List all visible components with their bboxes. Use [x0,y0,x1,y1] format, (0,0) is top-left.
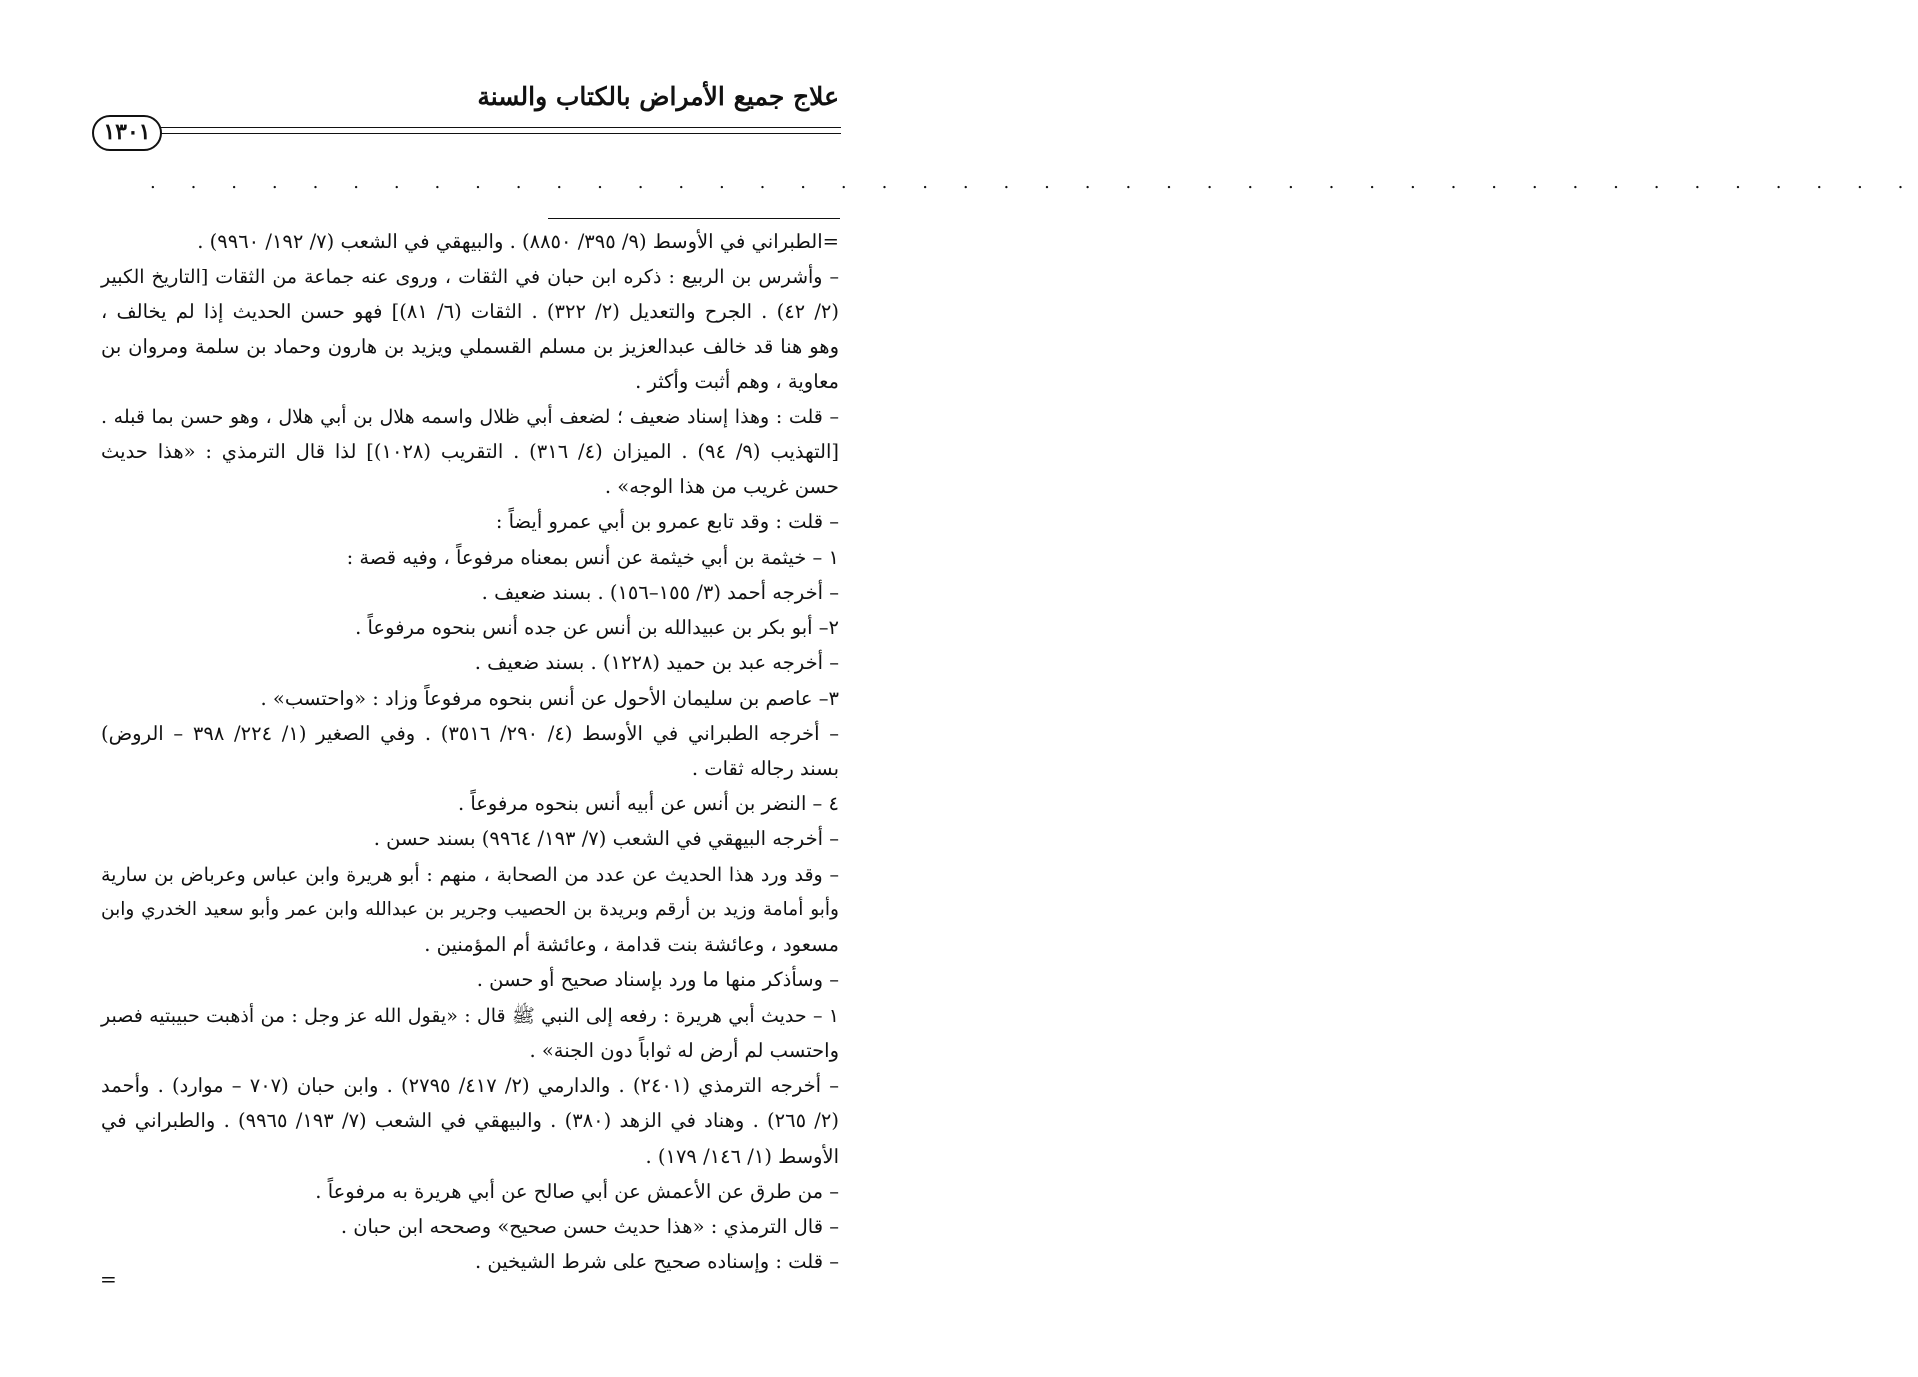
text-line: [التهذيب (٩/ ٩٤) . الميزان (٤/ ٣١٦) . التقريب (١٠٢٨)] لذا قال الترمذي : «هذا حديث [101,440,839,463]
text-line: مسعود ، وعائشة بنت قدامة ، وعائشة أم المؤمنين . [424,933,839,956]
text-line: واحتسب لم أرض له ثواباً دون الجنة» . [529,1039,839,1062]
text-line: – قال الترمذي : «هذا حديث حسن صحيح» وصححه ابن حبان . [340,1215,839,1238]
text-line: – وقد ورد هذا الحديث عن عدد من الصحابة ، منهم : أبو هريرة وابن عباس وعرباض بن سارية [101,864,839,886]
running-header-title: علاج جميع الأمراض بالكتاب والسنة [477,82,839,111]
text-line: – قلت : وهذا إسناد ضعيف ؛ لضعف أبي ظلال واسمه هلال بن أبي هلال ، وهو حسن بما قبله . [101,406,839,428]
text-line: – قلت : وقد تابع عمرو بن أبي عمرو أيضاً : [495,510,839,533]
text-line: – وأشرس بن الربيع : ذكره ابن حبان في الثقات ، وروى عنه جماعة من الثقات [التاريخ الكبير [101,266,839,288]
text-line: – من طرق عن الأعمش عن أبي صالح عن أبي هريرة به مرفوعاً . [315,1180,839,1203]
text-line: – أخرجه الطبراني في الأوسط (٤/ ٢٩٠/ ٣٥١٦) . وفي الصغير (١/ ٢٢٤/ ٣٩٨ – الروض) [101,722,839,745]
text-line: (٢/ ٤٢) . الجرح والتعديل (٢/ ٣٢٢) . الثقات (٦/ ٨١)] فهو حسن الحديث إذا لم يخالف ، [101,300,840,323]
text-line: ٢– أبو بكر بن عبيدالله بن أنس عن جده أنس بنحوه مرفوعاً . [355,616,839,639]
text-line: – أخرجه أحمد (٣/ ١٥٥–١٥٦) . بسند ضعيف . [481,581,839,604]
text-line: الأوسط (١/ ١٤٦/ ١٧٩) . [645,1145,839,1168]
text-line: – أخرجه البيهقي في الشعب (٧/ ١٩٣/ ٩٩٦٤) بسند حسن . [373,827,839,850]
text-line: معاوية ، وهم أثبت وأكثر . [635,370,839,393]
dotted-separator: . . . . . . . . . . . . . . . . . . . . . . . . . . . . . . . . . . . . . . . . . . . . [150,172,1918,193]
text-line: بسند رجاله ثقات . [691,757,839,780]
text-line: حسن غريب من هذا الوجه» . [604,475,839,498]
text-line: – وسأذكر منها ما ورد بإسناد صحيح أو حسن . [476,968,839,991]
text-line: وهو هنا قد خالف عبدالعزيز بن مسلم القسملي ويزيد بن هارون وحماد بن سلمة ومروان بن [101,335,839,358]
text-line: وأبو أمامة وزيد بن أرقم وبريدة بن الحصيب وجرير بن عبدالله وابن عمر وأبو سعيد الخدري وابن [101,899,839,920]
text-line: ١ – حديث أبي هريرة : رفعه إلى النبي ﷺ قال : «يقول الله عز وجل : من أذهبت حبيبتيه فصبر [101,1005,839,1027]
continuation-mark: = [100,1267,117,1291]
page-number-badge: ١٣٠١ [92,115,162,151]
text-line: ١ – خيثمة بن أبي خيثمة عن أنس بمعناه مرفوعاً ، وفيه قصة : [346,546,839,569]
text-line: – أخرجه عبد بن حميد (١٢٢٨) . بسند ضعيف . [474,651,839,674]
text-line: =الطبراني في الأوسط (٩/ ٣٩٥/ ٨٨٥٠) . والبيهقي في الشعب (٧/ ١٩٢/ ٩٩٦٠) . [197,230,839,253]
footnote-rule [548,218,840,219]
header-rule [155,133,841,134]
text-line: ٣– عاصم بن سليمان الأحول عن أنس بنحوه مرفوعاً وزاد : «واحتسب» . [260,687,839,710]
header-rule [155,127,841,128]
text-line: – قلت : وإسناده صحيح على شرط الشيخين . [475,1250,839,1273]
text-line: ٤ – النضر بن أنس عن أبيه أنس بنحوه مرفوعاً . [457,792,839,815]
text-line: (٢/ ٢٦٥) . وهناد في الزهد (٣٨٠) . والبيهقي في الشعب (٧/ ١٩٣/ ٩٩٦٥) . والطبراني في [101,1109,839,1132]
text-line: – أخرجه الترمذي (٢٤٠١) . والدارمي (٢/ ٤١٧/ ٢٧٩٥) . وابن حبان (٧٠٧ – موارد) . وأحمد [101,1074,839,1097]
